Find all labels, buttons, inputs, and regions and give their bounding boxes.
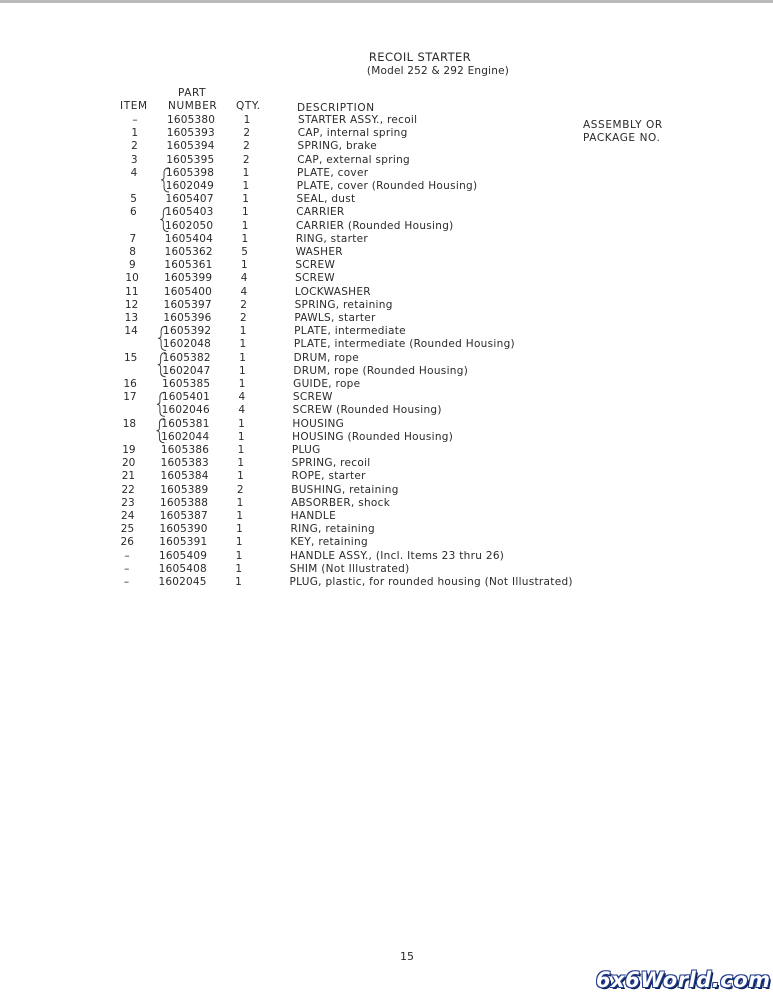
item-cell: – bbox=[124, 562, 130, 575]
table-row bbox=[0, 431, 773, 444]
item-cell: 21 bbox=[121, 470, 136, 483]
description-cell: KEY, retaining bbox=[290, 536, 368, 549]
table-row bbox=[0, 391, 773, 404]
item-cell: 11 bbox=[125, 285, 139, 298]
item-cell: 24 bbox=[121, 510, 135, 522]
table-row bbox=[0, 114, 773, 127]
qty-cell: 1 bbox=[242, 193, 249, 206]
qty-cell: 1 bbox=[242, 180, 250, 192]
qty-cell: 1 bbox=[239, 364, 246, 377]
description-cell: DRUM, rope (Rounded Housing) bbox=[293, 364, 469, 377]
description-cell: LOCKWASHER bbox=[294, 285, 371, 298]
description-cell: SPRING, retaining bbox=[294, 298, 393, 311]
part-number-cell: 1605396 bbox=[163, 312, 212, 324]
description-cell: SCREW bbox=[295, 259, 336, 272]
table-row bbox=[0, 470, 773, 483]
header-part-top: PART bbox=[178, 87, 207, 99]
description-cell: CAP, external spring bbox=[297, 153, 411, 166]
description-cell: PLATE, cover bbox=[297, 166, 369, 179]
part-number-cell: 1605403 bbox=[165, 206, 214, 219]
table-row bbox=[0, 550, 773, 563]
table-row bbox=[0, 418, 773, 431]
part-number-cell: 1605409 bbox=[158, 549, 208, 562]
item-cell: 6 bbox=[129, 206, 137, 219]
qty-cell: 1 bbox=[236, 510, 244, 522]
description-cell: DRUM, rope bbox=[293, 351, 360, 364]
qty-cell: 2 bbox=[240, 312, 247, 324]
part-number-cell: 1602050 bbox=[165, 219, 214, 232]
description-cell: CARRIER (Rounded Housing) bbox=[296, 219, 454, 232]
part-number-cell: 1605400 bbox=[163, 285, 212, 298]
part-number-cell: 1605390 bbox=[159, 523, 208, 536]
part-number-cell: 1605385 bbox=[162, 378, 211, 390]
part-number-cell: 1605391 bbox=[159, 536, 208, 549]
qty-cell: 1 bbox=[239, 351, 246, 364]
description-cell: ROPE, starter bbox=[291, 470, 366, 483]
part-number-cell: 1602047 bbox=[162, 364, 211, 377]
qty-cell: 2 bbox=[243, 140, 250, 153]
description-cell: GUIDE, rope bbox=[293, 378, 361, 390]
qty-cell: 1 bbox=[238, 417, 245, 430]
item-cell: 19 bbox=[122, 444, 136, 456]
description-cell: SPRING, recoil bbox=[291, 457, 371, 470]
qty-cell: 2 bbox=[243, 127, 251, 140]
qty-cell: 4 bbox=[240, 285, 248, 298]
item-cell: 25 bbox=[120, 523, 135, 536]
qty-cell: 1 bbox=[235, 576, 242, 588]
table-row bbox=[0, 233, 773, 246]
part-number-cell: 1605394 bbox=[166, 140, 215, 153]
item-cell: – bbox=[123, 576, 130, 588]
part-number-cell: 1605397 bbox=[163, 298, 212, 311]
item-cell: 4 bbox=[130, 166, 138, 179]
qty-cell: 1 bbox=[241, 232, 249, 245]
description-cell: HANDLE ASSY., (Incl. Items 23 thru 26) bbox=[289, 549, 505, 562]
item-cell: 2 bbox=[131, 140, 138, 153]
description-cell: CAP, internal spring bbox=[297, 127, 408, 140]
description-cell: PAWLS, starter bbox=[294, 312, 376, 324]
part-number-cell: 1605380 bbox=[167, 114, 216, 126]
table-row bbox=[0, 457, 773, 470]
description-cell: PLATE, intermediate bbox=[294, 325, 406, 338]
page-number: 15 bbox=[400, 950, 414, 963]
part-number-cell: 1605392 bbox=[163, 325, 212, 338]
part-number-cell: 1602044 bbox=[161, 430, 210, 443]
table-row bbox=[0, 206, 773, 219]
table-row bbox=[0, 272, 773, 285]
table-row bbox=[0, 365, 773, 378]
qty-cell: 1 bbox=[237, 470, 244, 483]
item-cell: 3 bbox=[130, 153, 138, 166]
qty-cell: 4 bbox=[238, 391, 246, 404]
table-row bbox=[0, 220, 773, 233]
item-cell: 20 bbox=[121, 457, 136, 470]
table-row bbox=[0, 127, 773, 140]
table-row bbox=[0, 510, 773, 523]
qty-cell: 1 bbox=[241, 206, 249, 219]
table-row bbox=[0, 444, 773, 457]
qty-cell: 1 bbox=[241, 219, 249, 232]
qty-cell: 2 bbox=[240, 298, 247, 311]
item-cell: – bbox=[132, 114, 138, 126]
item-cell: 17 bbox=[123, 391, 137, 404]
description-cell: ABSORBER, shock bbox=[290, 496, 391, 509]
table-row bbox=[0, 352, 773, 365]
table-row bbox=[0, 193, 773, 206]
header-item: ITEM bbox=[120, 100, 148, 112]
part-number-cell: 1605384 bbox=[160, 470, 209, 483]
description-cell: PLATE, cover (Rounded Housing) bbox=[296, 180, 478, 192]
item-cell: 12 bbox=[124, 298, 139, 311]
qty-cell: 1 bbox=[236, 523, 243, 536]
table-row bbox=[0, 563, 773, 576]
table-row bbox=[0, 338, 773, 351]
header-part-number: NUMBER bbox=[168, 100, 218, 112]
table-row bbox=[0, 140, 773, 153]
part-number-cell: 1605401 bbox=[161, 391, 211, 404]
part-number-cell: 1605383 bbox=[160, 457, 209, 470]
item-cell: 9 bbox=[128, 259, 136, 272]
description-cell: WASHER bbox=[295, 246, 343, 258]
description-cell: SCREW bbox=[295, 272, 335, 285]
qty-cell: 1 bbox=[237, 444, 245, 456]
description-cell: CARRIER bbox=[296, 206, 345, 219]
item-cell: 18 bbox=[122, 417, 137, 430]
item-cell: 1 bbox=[131, 127, 139, 140]
item-cell: 8 bbox=[129, 246, 136, 258]
table-row bbox=[0, 286, 773, 299]
description-cell: SEAL, dust bbox=[296, 193, 356, 206]
description-cell: RING, retaining bbox=[290, 523, 375, 536]
qty-cell: 5 bbox=[241, 246, 248, 258]
item-cell: 16 bbox=[123, 378, 137, 390]
part-number-cell: 1605361 bbox=[164, 259, 213, 272]
table-row bbox=[0, 576, 773, 589]
description-cell: HOUSING (Rounded Housing) bbox=[292, 430, 454, 443]
table-row bbox=[0, 523, 773, 536]
description-cell: SCREW (Rounded Housing) bbox=[292, 404, 442, 417]
table-row bbox=[0, 497, 773, 510]
table-row bbox=[0, 154, 773, 167]
item-cell: 7 bbox=[129, 232, 137, 245]
qty-cell: 2 bbox=[236, 483, 244, 496]
part-number-cell: 1605407 bbox=[165, 193, 214, 206]
assembly-label-line1: ASSEMBLY OR bbox=[583, 119, 663, 131]
item-cell: 10 bbox=[125, 272, 139, 285]
part-number-cell: 1605381 bbox=[161, 417, 210, 430]
table-row bbox=[0, 312, 773, 325]
table-row bbox=[0, 180, 773, 193]
description-cell: RING, starter bbox=[295, 232, 369, 245]
qty-cell: 1 bbox=[235, 536, 243, 549]
part-number-cell: 1605404 bbox=[164, 232, 213, 245]
qty-cell: 1 bbox=[243, 114, 251, 126]
header-qty: QTY. bbox=[236, 100, 261, 112]
table-row bbox=[0, 404, 773, 417]
part-number-cell: 1605395 bbox=[166, 153, 215, 166]
part-number-cell: 1605393 bbox=[166, 127, 215, 140]
qty-cell: 2 bbox=[242, 153, 250, 166]
part-number-cell: 1605362 bbox=[164, 246, 213, 258]
description-cell: PLUG, plastic, for rounded housing (Not Illustrated) bbox=[289, 576, 573, 588]
description-cell: PLUG bbox=[291, 444, 321, 456]
item-cell: 23 bbox=[121, 496, 135, 509]
description-cell: STARTER ASSY., recoil bbox=[298, 114, 418, 126]
part-number-cell: 1602048 bbox=[162, 338, 212, 351]
table-row bbox=[0, 299, 773, 312]
qty-cell: 1 bbox=[236, 496, 244, 509]
part-number-cell: 1602049 bbox=[165, 180, 214, 192]
item-cell: – bbox=[124, 549, 130, 562]
qty-cell: 1 bbox=[237, 457, 245, 470]
qty-cell: 1 bbox=[235, 562, 243, 575]
part-number-cell: 1605389 bbox=[160, 483, 209, 496]
part-number-cell: 1605398 bbox=[166, 166, 215, 179]
part-number-cell: 1605382 bbox=[162, 351, 211, 364]
qty-cell: 1 bbox=[238, 378, 246, 390]
table-row bbox=[0, 484, 773, 497]
part-number-cell: 1605399 bbox=[164, 272, 213, 285]
qty-cell: 4 bbox=[240, 272, 248, 285]
qty-cell: 1 bbox=[235, 549, 243, 562]
part-number-cell: 1605387 bbox=[159, 510, 208, 522]
description-cell: SHIM (Not Illustrated) bbox=[289, 562, 410, 575]
item-cell: 5 bbox=[130, 193, 137, 206]
qty-cell: 1 bbox=[239, 338, 247, 351]
item-cell: 26 bbox=[120, 536, 134, 549]
part-number-cell: 1602045 bbox=[158, 576, 207, 588]
table-row bbox=[0, 325, 773, 338]
item-cell: 15 bbox=[123, 351, 138, 364]
description-cell: PLATE, intermediate (Rounded Housing) bbox=[293, 338, 515, 351]
page-title: RECOIL STARTER bbox=[368, 50, 472, 64]
part-number-cell: 1605408 bbox=[158, 562, 207, 575]
page-subtitle: (Model 252 & 292 Engine) bbox=[366, 65, 510, 77]
item-cell: 22 bbox=[121, 483, 135, 496]
qty-cell: 1 bbox=[239, 325, 247, 338]
description-cell: SCREW bbox=[292, 391, 333, 404]
header-description: DESCRIPTION bbox=[297, 102, 375, 114]
description-cell: HOUSING bbox=[292, 417, 345, 430]
table-row bbox=[0, 259, 773, 272]
qty-cell: 1 bbox=[240, 259, 248, 272]
assembly-label-line2: PACKAGE NO. bbox=[583, 132, 661, 144]
description-cell: SPRING, brake bbox=[297, 140, 378, 153]
item-cell: 13 bbox=[124, 312, 139, 324]
item-cell: 14 bbox=[124, 325, 138, 338]
table-row bbox=[0, 246, 773, 259]
table-row bbox=[0, 536, 773, 549]
description-cell: BUSHING, retaining bbox=[291, 483, 399, 496]
description-cell: HANDLE bbox=[290, 510, 337, 522]
part-number-cell: 1605388 bbox=[159, 496, 209, 509]
part-number-cell: 1602046 bbox=[161, 404, 210, 417]
qty-cell: 1 bbox=[242, 166, 250, 179]
qty-cell: 4 bbox=[238, 404, 245, 417]
table-row bbox=[0, 378, 773, 391]
table-row bbox=[0, 167, 773, 180]
watermark-logo: 6x6World.com bbox=[596, 968, 771, 992]
qty-cell: 1 bbox=[237, 430, 245, 443]
part-number-cell: 1605386 bbox=[160, 444, 210, 456]
